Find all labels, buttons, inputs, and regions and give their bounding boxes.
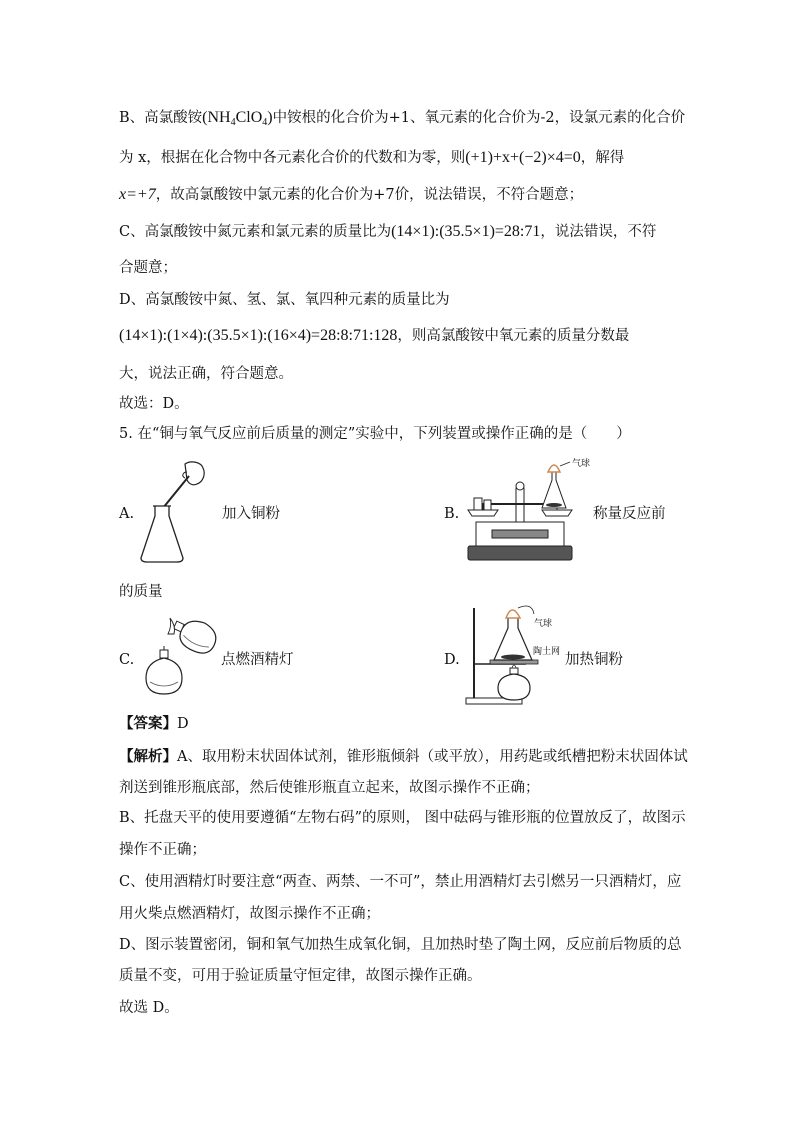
analysis-a-line-1: 【解析】A、取用粉末状固体试剂，锥形瓶倾斜（或平放），用药匙或纸槽把粉末状固体试 (119, 748, 688, 765)
gauze-label: 陶土网 (533, 647, 561, 657)
equation: (+1)+x+(−2)×4=0 (465, 149, 581, 166)
option-d-letter: D. (444, 652, 460, 668)
answer-label: 【答案】 (119, 715, 177, 732)
option-c-line-1: C、高氯酸铵中氮元素和氯元素的质量比为(14×1):(35.5×1)=28:71，说法错误，不符 (119, 223, 657, 240)
option-b-line-2: 为 x，根据在化合物中各元素化合价的代数和为零，则(+1)+x+(−2)×4=0，解得 (119, 149, 625, 166)
option-a-text: 加入铜粉 (222, 506, 280, 522)
option-d-text: 加热铜粉 (565, 652, 623, 668)
balloon-label-b: 气球 (572, 459, 591, 469)
balloon-label-d: 气球 (534, 619, 553, 629)
answer-line (119, 714, 189, 734)
option-c-line-2: 合题意； (119, 260, 177, 276)
analysis-d-line-1: D、图示装置密闭，铜和氧气加热生成氧化铜，且加热时垫了陶土网，反应前后物质的总 (119, 937, 682, 953)
equation: x=+7 (119, 186, 156, 203)
option-a-letter: A. (119, 506, 135, 522)
option-d-line-2: (14×1):(1×4):(35.5×1):(16×4)=28:8:71:128，则高氯酸铵中氧元素的质量分数最 (119, 327, 630, 344)
choose-line: 故选：D。 (119, 396, 189, 412)
option-d-line-3: 大，说法正确，符合题意。 (119, 366, 293, 382)
option-b-letter: B. (444, 506, 460, 522)
analysis-choose: 故选 D。 (119, 1000, 179, 1016)
analysis-label: 【解析】 (119, 748, 177, 765)
equation: (14×1):(35.5×1)=28:71 (391, 223, 541, 240)
analysis-b-line-1: B、托盘天平的使用要遵循“左物右码”的原则， 图中砝码与锥形瓶的位置放反了，故图示 (119, 810, 686, 826)
text-segment: B、高氯酸铵 (119, 110, 203, 126)
option-d-line-1: D、高氯酸铵中氮、氢、氯、氧四种元素的质量比为 (119, 292, 450, 308)
figure-c-alcohol-lamps (138, 612, 228, 698)
question-5: 5. 在“铜与氧气反应前后质量的测定”实验中，下列装置或操作正确的是（ ） (119, 426, 631, 442)
analysis-a-line-2: 剂送到锥形瓶底部，然后使锥形瓶直立起来，故图示操作不正确； (119, 780, 540, 796)
figure-b-balance (462, 458, 582, 568)
option-b-line-3: x=+7，故高氯酸铵中氯元素的化合价为+7价，说法错误，不符合题意； (119, 186, 584, 203)
analysis-b-line-2: 操作不正确； (119, 842, 206, 858)
equation: (14×1):(1×4):(35.5×1):(16×4)=28:8:71:128 (119, 327, 398, 344)
option-c-letter: C. (119, 652, 135, 668)
option-b-text: 称量反应前 (593, 506, 666, 522)
option-b-line-1 (119, 108, 685, 133)
text-segment: 中铵根的化合价为+1、氧元素的化合价为-2，设氯元素的化合价 (272, 110, 686, 126)
option-b-text-continued: 的质量 (119, 584, 163, 600)
analysis-c-line-1: C、使用酒精灯时要注意“两查、两禁、一不可”，禁止用酒精灯去引燃另一只酒精灯，应 (119, 874, 682, 890)
formula-nh4clo4: $(NH_4ClO_4)$ (202, 109, 273, 128)
answer-value: D (177, 716, 189, 732)
analysis-c-line-2: 用火柴点燃酒精灯，故图示操作不正确； (119, 906, 380, 922)
option-c-text: 点燃酒精灯 (221, 652, 294, 668)
figure-a-add-copper-powder (133, 458, 211, 566)
analysis-d-line-2: 质量不变，可用于验证质量守恒定律，故图示操作正确。 (119, 968, 482, 984)
